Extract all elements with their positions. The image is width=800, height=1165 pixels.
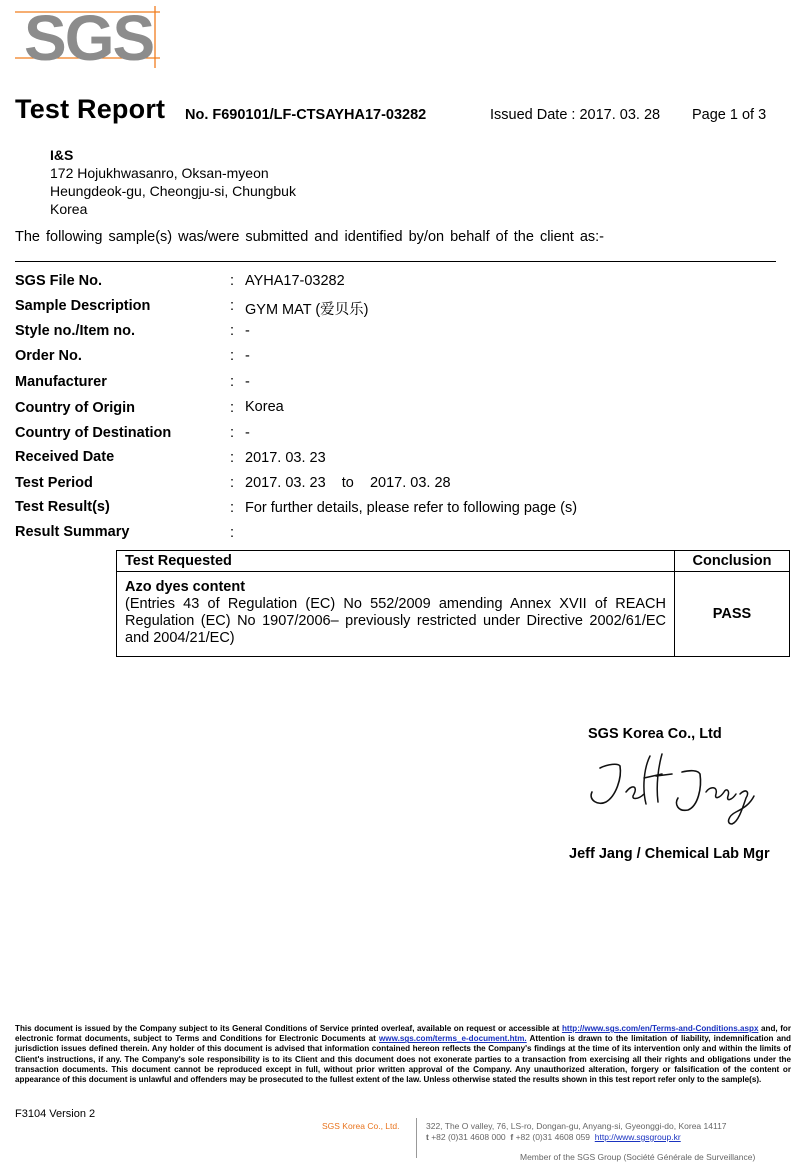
test-requested-cell	[117, 572, 675, 657]
report-number: No. F690101/LF-CTSAYHA17-03282	[185, 107, 427, 123]
column-header-conclusion: Conclusion	[675, 551, 790, 572]
sgs-logo	[0, 0, 165, 70]
result-summary-table	[116, 550, 790, 657]
field-colon: :	[230, 298, 235, 314]
client-address-line: 172 Hojukhwasanro, Oksan-myeon	[50, 165, 269, 181]
column-header-test-requested: Test Requested	[117, 551, 675, 572]
logo-lettering: SGS	[24, 2, 154, 70]
terms-link[interactable]: http://www.sgs.com/en/Terms-and-Conditions.aspx	[561, 1024, 759, 1033]
field-colon: :	[230, 500, 235, 516]
footer-company: SGS Korea Co., Ltd.	[322, 1121, 400, 1131]
sgs-group-membership: Member of the SGS Group (Société Générale de Surveillance)	[520, 1152, 756, 1162]
field-colon: :	[230, 323, 235, 339]
field-colon: :	[230, 400, 235, 416]
footer-contact	[426, 1121, 727, 1143]
field-label: Sample Description	[15, 298, 151, 314]
field-colon: :	[230, 273, 235, 289]
field-value: For further details, please refer to following page (s)	[245, 500, 578, 516]
field-colon: :	[230, 425, 235, 441]
field-label: Country of Destination	[15, 425, 172, 441]
signer-name-title: Jeff Jang / Chemical Lab Mgr	[569, 846, 770, 862]
conclusion-cell: PASS	[675, 572, 790, 657]
field-colon: :	[230, 374, 235, 390]
footer-phone-fax	[426, 1132, 727, 1143]
signing-company: SGS Korea Co., Ltd	[588, 726, 722, 742]
field-label: Received Date	[15, 449, 115, 465]
field-value: Korea	[245, 399, 284, 415]
field-value: 2017. 03. 23	[245, 450, 326, 466]
field-label: Test Period	[15, 475, 93, 491]
field-colon: :	[230, 450, 235, 466]
field-value: -	[245, 323, 250, 339]
field-label: Manufacturer	[15, 374, 107, 390]
field-value: -	[245, 374, 250, 390]
field-value: AYHA17-03282	[245, 273, 345, 289]
table-row	[117, 572, 790, 657]
field-colon: :	[230, 348, 235, 364]
issued-date: Issued Date : 2017. 03. 28	[490, 107, 661, 123]
intro-statement: The following sample(s) was/were submitted and identified by/on behalf of the client as:-	[15, 229, 604, 245]
disclaimer-text: and, for electronic format documents, subject to Terms and Conditions for Electronic Documents at	[15, 1024, 791, 1044]
disclaimer-text: Attention is drawn to the limitation of liability, indemnification and jurisdiction issues defined therein. Any holder of this document is advised that information contained hereon reflects the Company's findings at the time of its intervention only and within the limits of Client's instructions, if any. The Company's sole responsibility is to its Client and this document does not exonerate parties to a transaction from exercising all their rights and obligations under the transaction documents. This document cannot be reproduced except in full, without prior written approval of the Company. Any unauthorized alteration, forgery or falsification of the content or appearance of this document is unlawful and offenders may be prosecuted to the fullest extent of the law. Unless otherwise stated the results shown in this test report refer only to the sample(s).	[15, 1034, 791, 1085]
field-label: Order No.	[15, 348, 82, 364]
phone-number: +82 (0)31 4608 000	[428, 1132, 511, 1142]
field-value: 2017. 03. 23 to 2017. 03. 28	[245, 475, 451, 491]
field-label: Result Summary	[15, 524, 130, 540]
form-version: F3104 Version 2	[15, 1108, 96, 1120]
field-value: GYM MAT (爱贝乐)	[245, 302, 369, 318]
client-address-line: Korea	[50, 201, 88, 217]
client-address-line: Heungdeok-gu, Cheongju-si, Chungbuk	[50, 183, 296, 199]
divider	[15, 261, 776, 262]
e-document-terms-link[interactable]: www.sgs.com/terms_e-document.htm.	[379, 1034, 527, 1044]
phone-prefix: t	[426, 1132, 429, 1142]
client-address-block	[50, 146, 296, 218]
client-name: I&S	[50, 147, 74, 163]
field-colon: :	[230, 525, 235, 541]
footer-divider	[416, 1118, 417, 1158]
field-value: -	[245, 425, 250, 441]
field-label: Test Result(s)	[15, 499, 110, 515]
fax-prefix: f	[510, 1132, 514, 1142]
field-label: SGS File No.	[15, 273, 103, 289]
test-description: (Entries 43 of Regulation (EC) No 552/2009 amending Annex XVII of REACH Regulation (EC) No 1907/2006– previously restricted under Directive 2002/61/EC and 2004/21/EC)	[125, 596, 666, 646]
website-link[interactable]: http://www.sgsgroup.kr	[594, 1132, 681, 1142]
test-name: Azo dyes content	[125, 579, 246, 595]
field-colon: :	[230, 475, 235, 491]
footer-address: 322, The O valley, 76, LS-ro, Dongan-gu, Anyang-si, Gyeonggi-do, Korea 14117	[426, 1121, 727, 1131]
legal-disclaimer	[15, 1024, 791, 1085]
fax-number: +82 (0)31 4608 059	[513, 1132, 595, 1142]
field-label: Style no./Item no.	[15, 323, 136, 339]
report-title: Test Report	[15, 94, 166, 124]
field-label: Country of Origin	[15, 400, 136, 416]
table-header-row	[117, 551, 790, 572]
field-value: -	[245, 348, 250, 364]
disclaimer-text: This document is issued by the Company subject to its General Conditions of Service printed overleaf, available on request or accessible at	[15, 1024, 562, 1033]
page-indicator: Page 1 of 3	[692, 107, 767, 123]
handwritten-signature	[578, 748, 768, 828]
